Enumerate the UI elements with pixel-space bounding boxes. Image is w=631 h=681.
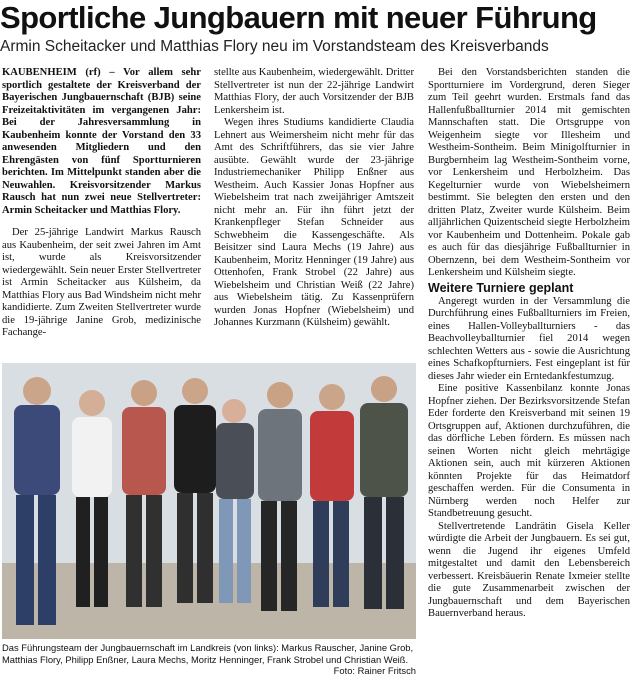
lead-text: Vor allem sehr sportlich gestaltete der Kreisverband der Bayerischen Jungbauernschaft (BJB) seine Freizeitaktivitäten im vergangenen Jahr: Bei der Jahresversammlung in Kaubenheim konnte der Vorstand den 33 anwesenden Mitgliedern und den Ehrengästen von fünf Sportturnieren berichten. Im Mittelpunkt standen aber die Neuwahlen. Kreisvorsitzender Markus Rausch hat nun zwei neue Stellvertreter: Armin Scheitacker und Matthias Flory. [2, 67, 201, 216]
article-column-1 [2, 67, 201, 338]
caption-text: Das Führungsteam der Jungbauernschaft im Landkreis (von links): Markus Rauscher, Janine Grob, Matthias Flory, Philipp Enßner, Laura Mechs, Moritz Henninger, Frank Strobel und Christian Weiß. [2, 642, 414, 665]
photo-credit: Foto: Rainer Fritsch [333, 665, 416, 676]
section-heading: Weitere Turniere geplant [428, 280, 574, 295]
photo-caption [2, 642, 416, 677]
group-photo [2, 363, 416, 639]
body-paragraph: Eine positive Kassenbilanz konnte Jonas Hopfner ziehen. Der Bezirksvorsitzende Stefan Eder forderte den Kreisverband mit seinen 19 Ortsgruppen auf, Aktionen durchzuführen, die das dörfliche Leben fördern. Es müssen nach seinen Worten nicht gleich mehrtägige Aktionen sein, auch mit kürzeren Aktionen könnten Projekte für das Heimatdorf geschaffen werden. Für die Consumenta in Nürnberg werden noch Helfer zur Standbetreuung gesucht. [428, 383, 630, 519]
body-paragraph: Der 25-jährige Landwirt Markus Rausch aus Kaubenheim, der seit zwei Jahren im Amt ist, wurde als Kreisvorsitzender wiedergewählt. Sein neuer Erster Stellvertreter ist Armin Scheitacker aus Külsheim, da Matthias Flory aus Bad Windsheim nicht mehr kandidierte. Zum Zweiten Stellvertreter wurde die 19-jährige Janine Grob, medizinische Fachange- [2, 227, 201, 338]
dateline: KAUBENHEIM (rf) – [2, 67, 115, 78]
body-paragraph: Bei den Vorstandsberichten standen die Sportturniere im Vordergrund, deren Sieger zum Teil geehrt wurden. Erstmals fand das Hallenfußballturnier 2014 mit gemischten Mannschaften statt. Die Ortsgruppe von Weigenheim siegte vor Illesheim und Westheim-Sontheim. Beim Minigolfturnier in Burgbernheim lag Westheim-Sontheim vorne, vor Lenkersheim und Herbolzheim. Das Kegelturnier wurde von Wiebelsheimern bestimmt. Sie belegten den ersten und den dritten Platz, Zweiter wurde Külsheim. Beim alljährlichen Quizentscheid siegte Herbolzheim vor Kaubenheim und Dottenheim. Pokale gab es auch für das diesjährige Fußballturnier in Obernzenn, bei dem Westheim-Sontheim vor Lenkersheim und Külsheim siegte. [428, 67, 630, 278]
article-column-3 [428, 67, 630, 677]
body-paragraph: Stellvertretende Landrätin Gisela Keller würdigte die Arbeit der Jungbauern. Es sei gut, wenn die Jugend ihr eigenes Umfeld mitgestaltet und damit den Lebensbereich verbessert. Kreisbäuerin Renate Ixmeier stellte die gute Zusammenarbeit zwischen der Jungbauernschaft und dem Bayerischen Bauernverband heraus. [428, 520, 630, 619]
body-paragraph: Angeregt wurden in der Versammlung die Durchführung eines Fußballturniers im Freien, eines Hallen-Volleyballturniers - das Beachvolleyballturnier fiel 2014 wegen schlechten Wetters aus - sowie die Ausrichtung eines Schafkopfturniers. Fest eingeplant ist für dieses Jahr wieder ein Erntedankfestumzug. [428, 295, 630, 382]
group-photo-illustration [2, 363, 416, 639]
body-paragraph: Wegen ihres Studiums kandidierte Claudia Lehnert aus Weimersheim nicht mehr für das Amt des Schriftführers, das sie vier Jahre ausübte. Gewählt wurde der 23-jährige Industriemechaniker Philipp Enßner aus Westheim. Auch Kassier Jonas Hopfner aus Wiebelsheim trat nach zweijähriger Amtszeit nicht mehr an. Für ihn führt jetzt der Krankenpfleger Stefan Schneider aus Schwebheim die Kassengeschäfte. Als Beisitzer sind Laura Mechs (19 Jahre) aus Kaubenheim, Moritz Henninger (19 Jahre) aus Ottenhofen, Frank Strobel (22 Jahre) aus Wiebelsheim und Christian Weiß (22 Jahre) aus Wiebelsheim tätig. Zu Kassenprüfern wurden Jonas Hopfner (Wiebelsheim) und Johannes Kurzmann (Külsheim) gewählt. [214, 117, 414, 328]
lead-paragraph [2, 67, 201, 217]
subheadline: Armin Scheitacker und Matthias Flory neu im Vorstandsteam des Kreisverbands [0, 38, 549, 55]
body-paragraph: stellte aus Kaubenheim, wiedergewählt. Dritter Stellvertreter ist nun der 22-jährige Landwirt Matthias Flory, der auch Vorsitzender der BJB Lenkersheim ist. [214, 67, 414, 116]
article-column-2 [214, 67, 414, 357]
headline: Sportliche Jungbauern mit neuer Führung [0, 0, 597, 35]
